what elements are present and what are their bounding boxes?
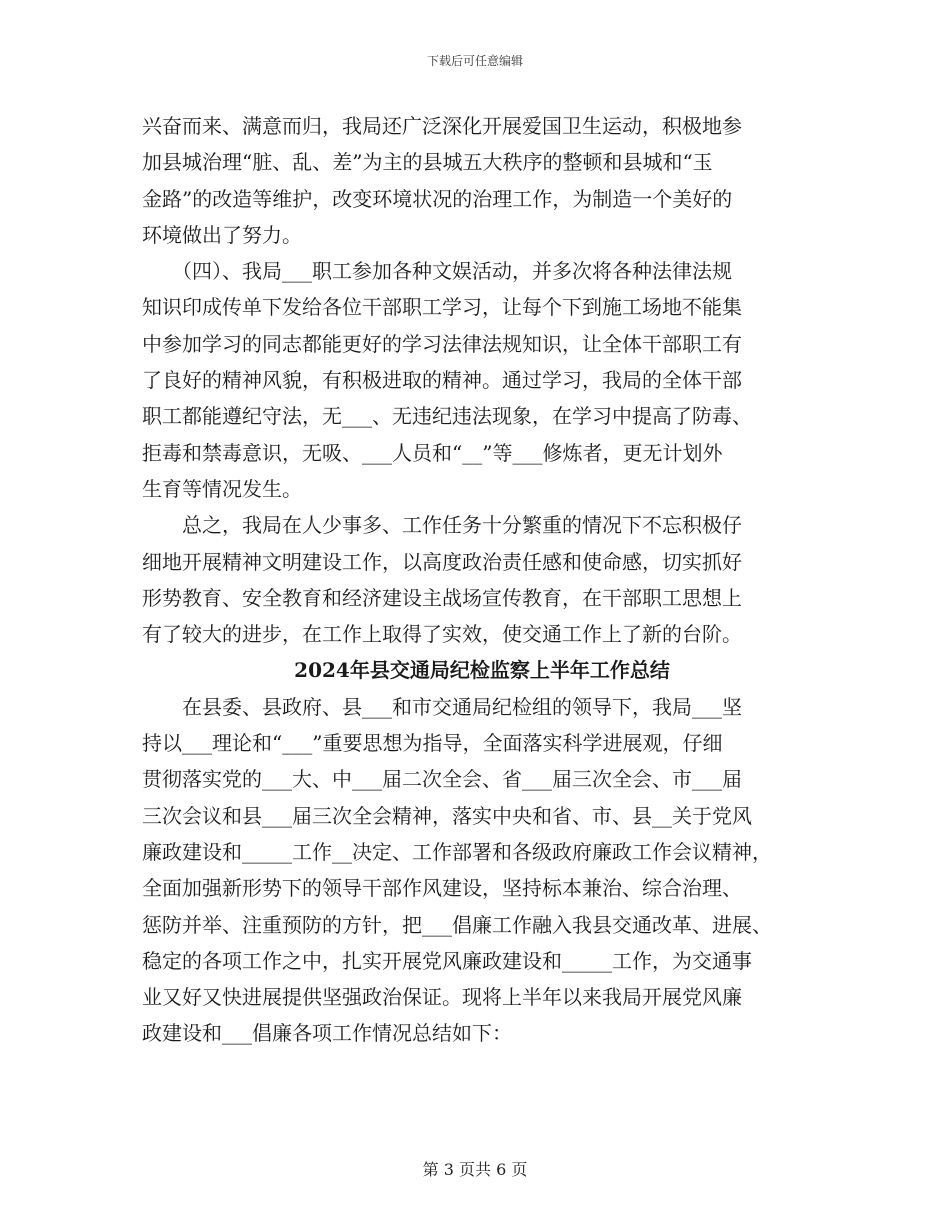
- body-line: 有了较大的进步，在工作上取得了实效，使交通工作上了新的台阶。: [142, 622, 742, 647]
- page-footer: 第 3 页共 6 页: [422, 1160, 528, 1179]
- body-line: 贯彻落实党的___大、中___届二次全会、省___届三次全会、市___届: [142, 767, 742, 792]
- body-line: （四）、我局___职工参加各种文娱活动，并多次将各种法律法规: [142, 259, 732, 284]
- body-line: 知识印成传单下发给各位干部职工学习，让每个下到施工场地不能集: [142, 295, 742, 320]
- body-line: 兴奋而来、满意而归，我局还广泛深化开展爱国卫生运动，积极地参: [142, 114, 742, 138]
- section-title: 2024年县交通局纪检监察上半年工作总结: [294, 658, 670, 683]
- body-line: 惩防并举、注重预防的方针，把___倡廉工作融入我县交通改革、进展、: [142, 912, 772, 937]
- body-line: 了良好的精神风貌，有积极进取的精神。通过学习，我局的全体干部: [142, 368, 742, 393]
- body-line: 三次会议和县___届三次全会精神，落实中央和省、市、县__关于党风: [142, 803, 752, 828]
- body-line: 环境做出了努力。: [142, 222, 302, 247]
- body-line: 职工都能遵纪守法，无___、无违纪违法现象，在学习中提高了防毒、: [142, 404, 752, 429]
- body-line: 廉政建设和_____工作__决定、工作部署和各级政府廉政工作会议精神，: [142, 839, 772, 864]
- body-line: 生育等情况发生。: [142, 476, 302, 501]
- body-line: 持以___理论和“___”重要思想为指导，全面落实科学进展观，仔细: [142, 731, 723, 756]
- body-line: 全面加强新形势下的领导干部作风建设，坚持标本兼治、综合治理、: [142, 876, 742, 901]
- page-header: 下载后可任意编辑: [426, 54, 523, 68]
- body-line: 政建设和___倡廉各项工作情况总结如下：: [142, 1021, 512, 1046]
- body-line: 拒毒和禁毒意识，无吸、___人员和“__”等___修炼者，更无计划外: [142, 440, 723, 465]
- body-line: 业又好又快进展提供坚强政治保证。现将上半年以来我局开展党风廉: [142, 985, 742, 1010]
- body-line: 金路”的改造等维护，改变环境状况的治理工作，为制造一个美好的: [142, 186, 733, 211]
- body-line: 加县城治理“脏、乱、差”为主的县城五大秩序的整顿和县城和“玉: [142, 150, 713, 175]
- body-line: 细地开展精神文明建设工作，以高度政治责任感和使命感，切实抓好: [142, 549, 742, 574]
- document-body: [142, 108, 822, 1052]
- body-line: 在县委、县政府、县___和市交通局纪检组的领导下，我局___坚: [142, 694, 742, 719]
- body-line: 形势教育、安全教育和经济建设主战场宣传教育，在干部职工思想上: [142, 585, 742, 610]
- body-line: 中参加学习的同志都能更好的学习法律法规知识，让全体干部职工有: [142, 331, 742, 356]
- body-line: 总之，我局在人少事多、工作任务十分繁重的情况下不忘积极仔: [142, 513, 742, 538]
- body-line: 稳定的各项工作之中，扎实开展党风廉政建设和_____工作，为交通事: [142, 948, 752, 973]
